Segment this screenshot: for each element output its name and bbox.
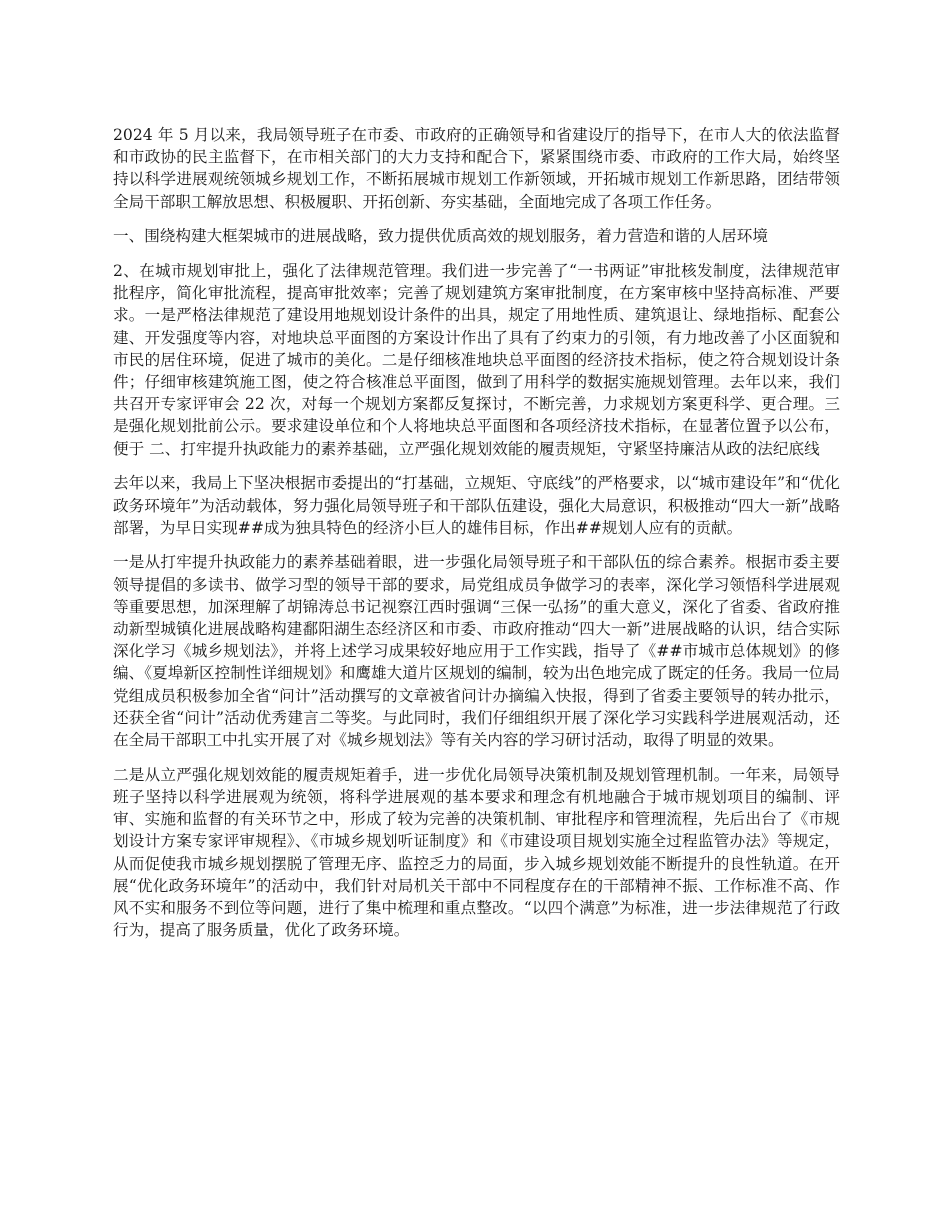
document-body — [113, 124, 840, 954]
approval-paragraph: 2、在城市规划审批上，强化了法律规范管理。我们进一步完善了“一书两证”审批核发制度，法律规范审批程序，简化审批流程，提高审批效率；完善了规划建筑方案审批制度，在方案审核中坚持高标准、严要求。一是严格法律规范了建设用地规划设计条件的出具，规定了用地性质、建筑退让、绿地指标、配套公建、开发强度等内容，对地块总平面图的方案设计作出了具有了约束力的引领，有力地改善了小区面貌和市民的居住环境，促进了城市的美化。二是仔细核准地块总平面图的经济技术指标，使之符合规划设计条件；仔细审核建筑施工图，使之符合核准总平面图，做到了用科学的数据实施规划管理。去年以来，我们共召开专家评审会 22 次，对每一个规划方案都反复探讨，不断完善，力求规划方案更科学、更合理。三是强化规划批前公示。要求建设单位和个人将地块总平面图和各项经济技术指标，在显著位置予以公布，便于 二、打牢提升执政能力的素养基础，立严强化规划效能的履责规矩，守紧坚持廉洁从政的法纪底线 — [113, 262, 840, 458]
annual-summary-paragraph: 去年以来，我局上下坚决根据市委提出的“打基础，立规矩、守底线”的严格要求，以“城市建设年”和“优化政务环境年”为活动载体，努力强化局领导班子和干部队伍建设，强化大局意识，积极推动“四大一新”战略部署，为早日实现##成为独具特色的经济小巨人的雄伟目标，作出##规划人应有的贡献。 — [113, 474, 840, 537]
intro-paragraph: 2024 年 5 月以来，我局领导班子在市委、市政府的正确领导和省建设厅的指导下，在市人大的依法监督和市政协的民主监督下，在市相关部门的大力支持和配合下，紧紧围绕市委、市政府的工作大局，始终坚持以科学进展观统领城乡规划工作，不断拓展城市规划工作新领域，开拓城市规划工作新思路，团结带领全局干部职工解放思想、积极履职、开拓创新、夯实基础，全面地完成了各项工作任务。 — [113, 126, 840, 211]
section-heading: 一、围绕构建大框架城市的进展战略，致力提供优质高效的规划服务，着力营造和谐的人居环境 — [113, 227, 768, 246]
mechanism-paragraph: 二是从立严强化规划效能的履责规矩着手，进一步优化局领导决策机制及规划管理机制。一年来，局领导班子坚持以科学进展观为统领，将科学进展观的基本要求和理念有机地融合于城市规划项目的编制、评审、实施和监督的有关环节之中，形成了较为完善的决策机制、审批程序和管理流程，先后出台了《市规划设计方案专家评审规程》、《市城乡规划听证制度》和《市建设项目规划实施全过程监管办法》等规定，从而促使我市城乡规划摆脱了管理无序、监控乏力的局面，步入城乡规划效能不断提升的良性轨道。在开展“优化政务环境年”的活动中，我们针对局机关干部中不同程度存在的干部精神不振、工作标准不高、作风不实和服务不到位等问题，进行了集中梳理和重点整改。“以四个满意”为标准，进一步法律规范了行政行为，提高了服务质量，优化了政务环境。 — [113, 765, 840, 940]
capacity-paragraph: 一是从打牢提升执政能力的素养基础着眼，进一步强化局领导班子和干部队伍的综合素养。根据市委主要领导提倡的多读书、做学习型的领导干部的要求，局党组成员争做学习的表率，深化学习领悟科学进展观等重要思想，加深理解了胡锦涛总书记视察江西时强调“三保一弘扬”的重大意义，深化了省委、省政府推动新型城镇化进展战略构建鄱阳湖生态经济区和市委、市政府推动“四大一新”进展战略的认识，结合实际深化学习《城乡规划法》，并将上述学习成果较好地应用于工作实践，指导了《##市城市总体规划》的修编、《夏埠新区控制性详细规划》和鹰雄大道片区规划的编制，较为出色地完成了既定的任务。我局一位局党组成员积极参加全省“问计”活动撰写的文章被省问计办摘编入快报，得到了省委主要领导的转办批示，还获全省“问计”活动优秀建言二等奖。与此同时，我们仔细组织开展了深化学习实践科学进展观活动，还在全局干部职工中扎实开展了对《城乡规划法》等有关内容的学习研讨活动，取得了明显的效果。 — [113, 553, 840, 750]
